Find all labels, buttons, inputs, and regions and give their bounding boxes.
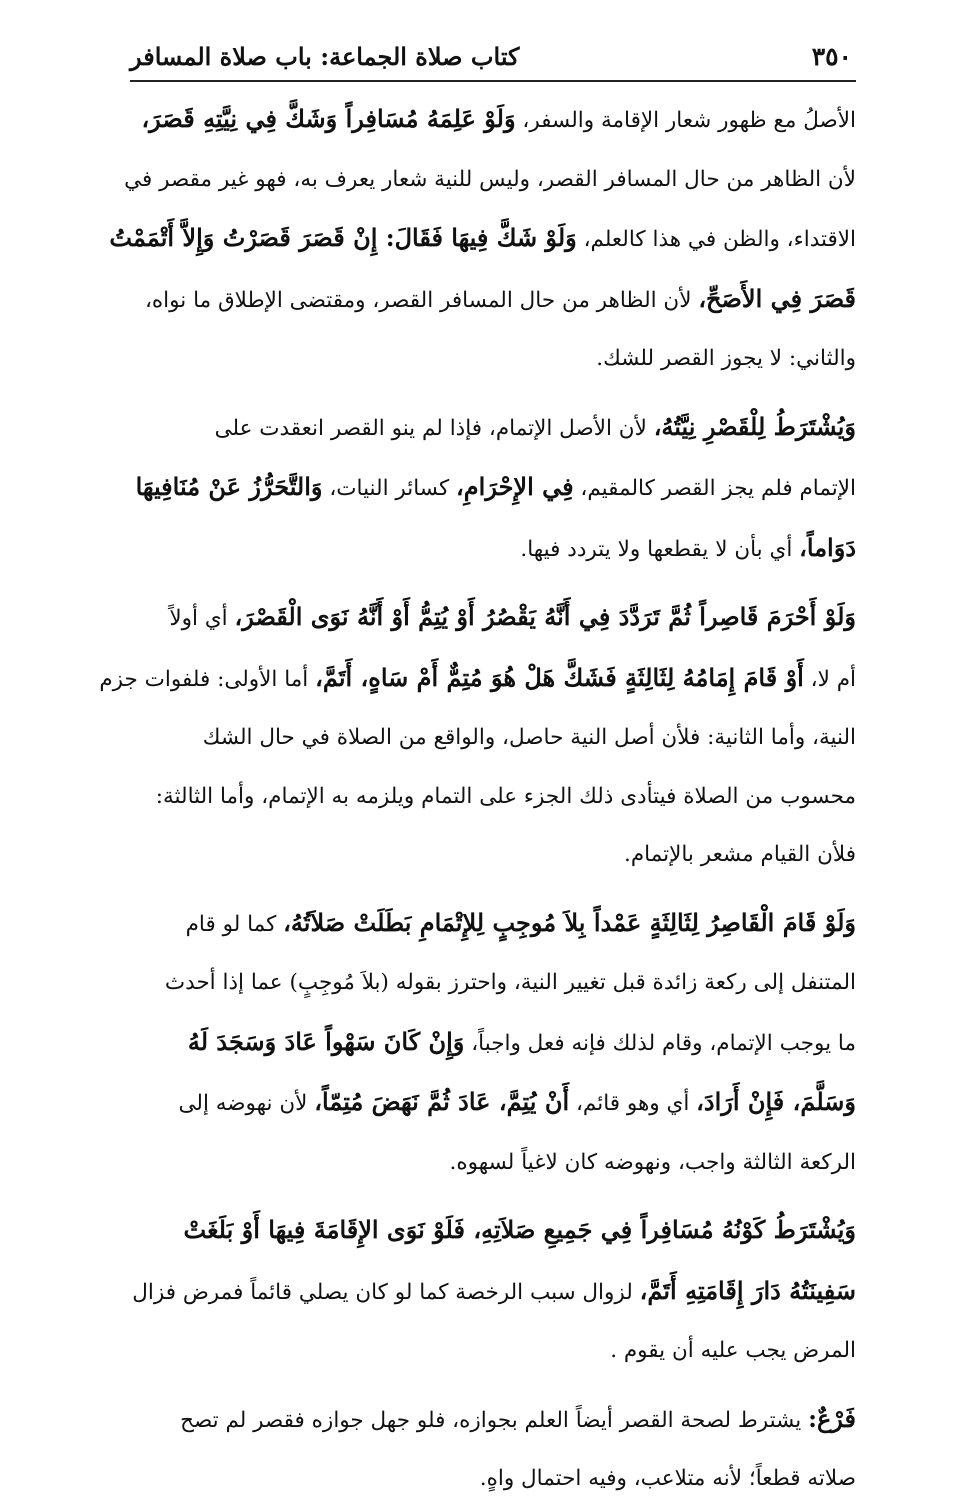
page-body [99,90,856,1509]
matn-text: وَلَوْ عَلِمَهُ مُسَافِراً وَشَكَّ فِي نِيَّتِهِ قَصَرَ، [141,104,516,133]
sharh-text: صلاته قطعاً؛ لأنه متلاعب، وفيه احتمال واهٍ. [479,1466,856,1491]
matn-text: قَصَرَ فِي الأَصَحِّ، [698,283,856,313]
matn-text: وَلَوْ أَحْرَمَ قَاصِراً ثُمَّ تَرَدَّدَ فِي أَنَّهُ يَقْصُرُ أَوْ يُتِمُّ أَوْ أَنَّهُ نَوَى الْقَصْرَ، [234,602,856,631]
matn-text: وَيُشْتَرَطُ لِلْقَصْرِ نِيَّتُهُ، [653,411,856,441]
text-line [130,1390,856,1451]
text-line [130,1013,856,1074]
matn-text: وَإِنْ كَانَ سَهْواً عَادَ وَسَجَدَ لَهُ [187,1026,465,1056]
sharh-text: والثاني: لا يجوز القصر للشك. [596,346,856,371]
matn-text: فَرْعٌ: [808,1403,856,1433]
running-title: كتاب صلاة الجماعة: باب صلاة المسافر [130,42,520,71]
paragraph-gap [130,579,856,588]
matn-text: سَفِينَتُهُ دَارَ إِقَامَتِهِ أَتَمَّ، [639,1275,856,1305]
sharh-text: لأن نهوضه إلى [178,1091,315,1116]
paragraph-gap [130,1381,856,1390]
paragraph [109,90,856,389]
text-line [130,1134,856,1193]
sharh-text: المرض يجب عليه أن يقوم . [610,1338,856,1363]
sharh-text: الأصلُ مع ظهور شعار الإقامة والسفر، [515,108,856,133]
text-line [99,649,856,710]
text-line [124,151,856,210]
paragraph [99,588,856,885]
text-line [130,1322,856,1381]
text-line [109,209,856,270]
matn-text: فِي الإِحْرَامِ، [456,472,574,501]
text-line [130,1450,856,1509]
sharh-text: لأن الظاهر من حال المسافر القصر، وليس للنية شعار يعرف به، فهو غير مقصر في [124,166,856,192]
sharh-text: الإتمام فلم يجز القصر كالمقيم، [573,476,856,501]
matn-text: وَيُشْتَرَطُ كَوْنُهُ مُسَافِراً فِي جَمِيعِ صَلاَتِهِ، فَلَوْ نَوَى الإِقَامَةَ فِيهَا أَوْ بَلَغَتْ [183,1215,856,1244]
matn-text: وَلَوْ قَامَ الْقَاصِرُ لِثَالِثَةٍ عَمْداً بِلاَ مُوجِبٍ لِلإِتْمَامِ بَطَلَتْ صَلاَتُهُ، [283,907,856,937]
sharh-text: أم لا، [803,666,856,692]
sharh-text: كما لو قام [185,911,284,937]
text-line [130,1073,856,1134]
paragraph-gap [130,885,856,894]
text-line [130,709,856,768]
matn-text: وَسَلَّمَ، فَإِنْ أَرَادَ، [696,1087,856,1116]
sharh-text: أي وهو قائم، [569,1091,697,1116]
text-line [130,954,856,1013]
sharh-text: لزوال سبب الرخصة كما لو كان يصلي قائماً فمرض فزال [132,1279,640,1305]
paragraph [130,1201,856,1381]
sharh-text: يشترط لصحة القصر أيضاً العلم بجوازه، فلو جهل جوازه فقصر لم تصح [180,1407,809,1433]
sharh-text: أي أولاً [169,606,235,631]
sharh-text: أي بأن لا يقطعها ولا يتردد فيها. [520,536,800,562]
text-line [130,398,856,459]
sharh-text: الركعة الثالثة واجب، ونهوضه كان لاغياً لسهوه. [449,1149,856,1175]
paragraph [130,398,856,580]
sharh-text: لأن الأصل الإتمام، فإذا لم ينو القصر انعقدت على [214,415,654,441]
sharh-text: لأن الظاهر من حال المسافر القصر، ومقتضى الإطلاق ما نواه، [144,287,699,313]
matn-text: وَلَوْ شَكَّ فِيهَا فَقَالَ: إِنْ قَصَرَ قَصَرْتُ وَإِلاَّ أَتْمَمْتُ [109,223,577,252]
text-line [130,519,856,580]
matn-text: أَنْ يُتِمَّ، عَادَ ثُمَّ نَهَضَ مُتِمّاً، [314,1087,570,1116]
text-line [130,1262,856,1323]
paragraph-gap [130,1192,856,1201]
text-line [130,330,856,389]
sharh-text: أما الأولى: فلفوات جزم [99,666,316,692]
paragraph-gap [130,389,856,398]
sharh-text: محسوب من الصلاة فيتأدى ذلك الجزء على التمام ويلزمه به الإتمام، وأما الثالثة: [155,783,856,809]
sharh-text: الاقتداء، والظن في هذا كالعلم، [576,227,856,252]
text-line [130,270,856,331]
paragraph [130,894,856,1193]
sharh-text: كسائر النيات، [322,476,457,501]
sharh-text: المتنفل إلى ركعة زائدة قبل تغيير النية، واحترز بقوله (بلاَ مُوجِبٍ) عما إذا أحدث [164,970,856,995]
matn-text: وَالتَّحَرُّزُ عَنْ مُنَافِيهَا [135,472,323,501]
text-line [130,1201,856,1262]
text-line [130,458,856,519]
matn-text: دَوَاماً، [799,532,856,562]
matn-text: أَوْ قَامَ إِمَامُهُ لِثَالِثَةٍ فَشَكَّ هَلْ هُوَ مُتِمٌّ أَمْ سَاهٍ، أَتَمَّ، [315,662,804,692]
sharh-text: النية، وأما الثانية: فلأن أصل النية حاصل، والواقع من الصلاة في حال الشك [202,725,856,750]
text-line [130,588,856,649]
sharh-text: ما يوجب الإتمام، وقام لذلك فإنه فعل واجباً، [464,1030,856,1056]
text-line [130,768,856,827]
sharh-text: فلأن القيام مشعر بالإتمام. [624,842,856,867]
text-line [130,826,856,885]
page-header [130,36,856,82]
text-line [130,894,856,955]
page-number: ٣٥٠ [811,42,852,71]
text-line [130,90,856,151]
paragraph [130,1390,856,1509]
